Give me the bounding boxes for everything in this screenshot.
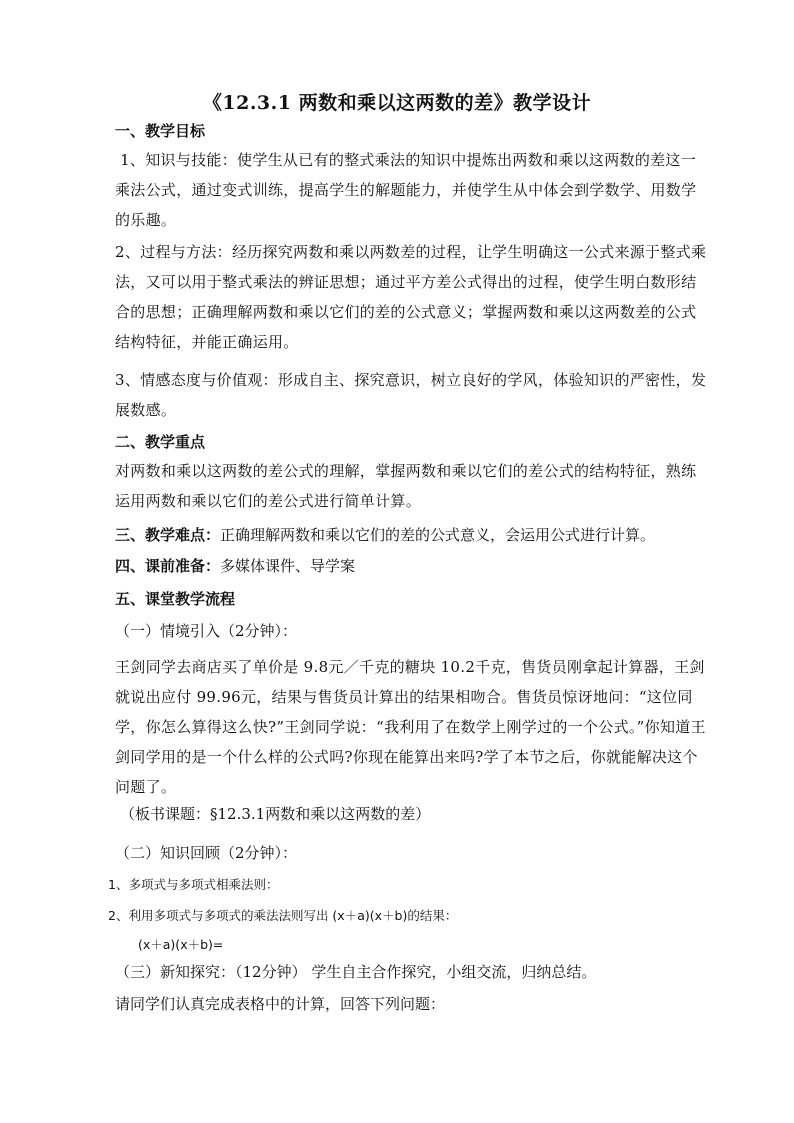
final-instruction: 请同学们认真完成表格中的计算，回答下列问题： <box>115 995 446 1013</box>
section-heading-key-points: 二、教学重点 <box>115 433 206 451</box>
step-intro: （一）情境引入（2分钟）： <box>115 622 298 640</box>
step-review: （二）知识回顾（2分钟）： <box>115 844 298 862</box>
difficulty-text: 正确理解两数和乘以它们的差的公式意义，会运用公式进行计算。 <box>220 526 656 544</box>
review-question-1: 1、多项式与多项式相乘法则： <box>108 877 279 892</box>
preparation-text: 多媒体课件、导学案 <box>220 557 356 575</box>
objective-paragraph-1 <box>115 145 710 235</box>
objective-paragraph-1-text: 1、知识与技能：使学生从已有的整式乘法的知识中提炼出两数和乘以这两数的差这一乘法公式，通过变式训练，提高学生的解题能力，并使学生从中体会到学数学、用数学的乐趣。 <box>115 151 697 229</box>
board-title-note: （板书课题：§12.3.1两数和乘以这两数的差） <box>120 805 431 823</box>
story-paragraph: 王剑同学去商店买了单价是 9.8元／千克的糖块 10.2千克，售货员刚拿起计算器，王剑就说出应付 99.96元，结果与售货员计算出的结果相吻合。售货员惊讶地问：“这位同学，你怎么算得这么快?”王剑同学说：“我利用了在数学上刚学过的一个公式。”你知道王剑同学用的是一个什么样的公式吗?你现在能算出来吗?学了本节之后，你就能解决这个问题了。 <box>115 658 706 796</box>
step-explore: （三）新知探究：（12分钟） 学生自主合作探究，小组交流，归纳总结。 <box>115 963 597 981</box>
preparation-label: 四、课前准备： <box>115 557 221 575</box>
key-points-paragraph: 对两数和乘以这两数的差公式的理解，掌握两数和乘以它们的差公式的结构特征，熟练运用两数和乘以它们的差公式进行简单计算。 <box>115 462 697 510</box>
preparation-line <box>115 556 355 576</box>
objective-paragraph-3: 3、情感态度与价值观：形成自主、探究意识，树立良好的学风，体验知识的严密性，发展数感。 <box>115 371 707 419</box>
section-heading-process: 五、课堂教学流程 <box>115 590 236 608</box>
document-title: 《12.3.1 两数和乘以这两数的差》教学设计 <box>202 92 592 114</box>
difficulty-label: 三、教学难点： <box>115 526 221 544</box>
review-question-2: 2、利用多项式与多项式的乘法法则写出 (x＋a)(x＋b)的结果： <box>108 908 458 923</box>
formula-line: (x＋a)(x＋b)= <box>138 937 224 952</box>
objective-paragraph-2: 2、过程与方法：经历探究两数和乘以两数差的过程，让学生明确这一公式来源于整式乘法，又可以用于整式乘法的辨证思想；通过平方差公式得出的过程，使学生明白数形结合的思想；正确理解两数和乘以它们的差的公式意义；掌握两数和乘以这两数差的公式结构特征，并能正确运用。 <box>115 243 707 351</box>
difficulty-line <box>115 525 655 545</box>
section-heading-objectives: 一、教学目标 <box>115 122 206 140</box>
